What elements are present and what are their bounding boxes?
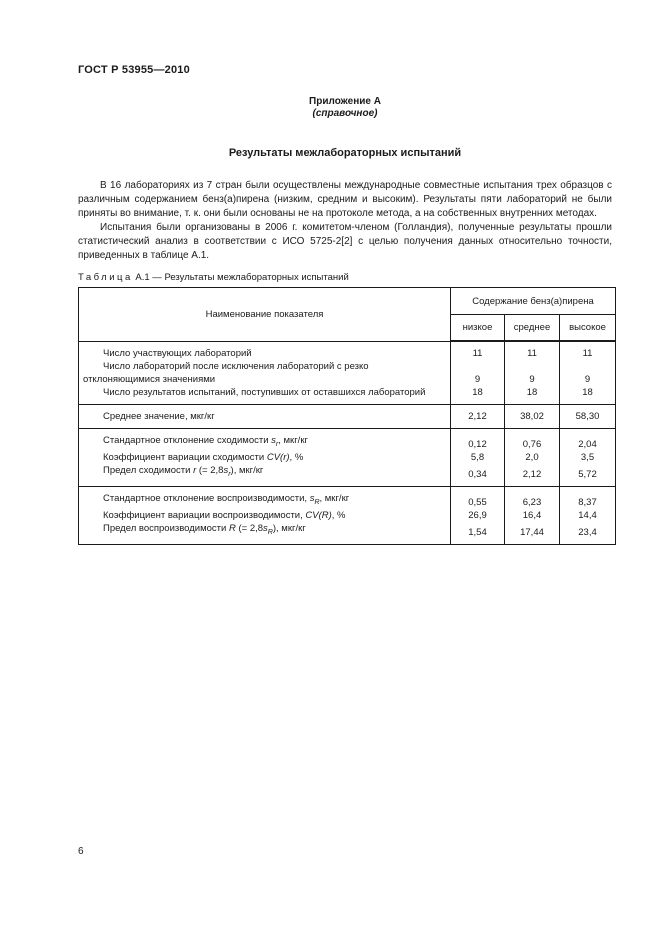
cell-value: 9 bbox=[560, 360, 616, 386]
cell-value: 5,72 bbox=[560, 464, 616, 486]
cell-value: 0,34 bbox=[451, 464, 505, 486]
page-title: Результаты межлабораторных испытаний bbox=[228, 147, 462, 159]
row-label: Число лабораторий после исключения лабораторий с резко отклоняющимися значениями bbox=[79, 360, 451, 386]
cell-value: 2,0 bbox=[505, 451, 560, 464]
cell-value: 2,04 bbox=[560, 429, 616, 451]
table-caption-number: А.1 bbox=[135, 272, 150, 283]
cell-value: 38,02 bbox=[505, 405, 560, 429]
row-label: Предел сходимости r (= $2,8s_r$), мкг/кг bbox=[79, 464, 451, 486]
cell-value: 1,54 bbox=[451, 522, 505, 544]
cell-value: 0,55 bbox=[451, 486, 505, 508]
results-table bbox=[78, 287, 616, 545]
cell-value: 17,44 bbox=[505, 522, 560, 544]
page-number: 6 bbox=[78, 846, 84, 857]
column-header-group: Содержание бенз(а)пирена bbox=[451, 288, 616, 315]
table-row bbox=[79, 509, 616, 522]
cell-value: 9 bbox=[505, 360, 560, 386]
cell-value: 8,37 bbox=[560, 486, 616, 508]
cell-value: 11 bbox=[560, 341, 616, 360]
table-row bbox=[79, 386, 616, 405]
intro-text bbox=[78, 179, 612, 263]
table-caption-dash: — bbox=[152, 272, 162, 283]
cell-value: 2,12 bbox=[451, 405, 505, 429]
cell-value: 18 bbox=[505, 386, 560, 405]
row-label: Стандартное отклонение сходимости $s_r$, мкг/кг bbox=[79, 429, 451, 451]
table-row bbox=[79, 522, 616, 544]
cell-value: 9 bbox=[451, 360, 505, 386]
row-label: Число участвующих лабораторий bbox=[79, 341, 451, 360]
cell-value: 11 bbox=[451, 341, 505, 360]
column-header-name: Наименование показателя bbox=[79, 288, 451, 342]
table-caption-text: Результаты межлабораторных испытаний bbox=[164, 272, 349, 283]
cell-value: 0,76 bbox=[505, 429, 560, 451]
cell-value: 11 bbox=[505, 341, 560, 360]
cell-value: 16,4 bbox=[505, 509, 560, 522]
paragraph-1: В 16 лабораториях из 7 стран были осуществлены международные совместные испытания трех образцов с различным содержанием бенз(а)пирена (низким, средним и высоким). Результаты пяти лабораторий не были приняты во внимание, т. к. они были основаны не на протоколе метода, а на собственных внутренних методах. bbox=[78, 180, 612, 219]
cell-value: 0,12 bbox=[451, 429, 505, 451]
results-table-header bbox=[79, 288, 616, 342]
table-caption-word: Таблица bbox=[78, 272, 133, 283]
table-row bbox=[79, 486, 616, 508]
table-row bbox=[79, 405, 616, 429]
table-row bbox=[79, 429, 616, 451]
section-lab-counts bbox=[79, 341, 616, 405]
table-row bbox=[79, 464, 616, 486]
row-label: Коэффициент вариации сходимости CV(r), % bbox=[79, 451, 451, 464]
row-label: Стандартное отклонение воспроизводимости, $s_R$, мкг/кг bbox=[79, 486, 451, 508]
row-label: Среднее значение, мкг/кг bbox=[79, 405, 451, 429]
cell-value: 18 bbox=[451, 386, 505, 405]
cell-value: 2,12 bbox=[505, 464, 560, 486]
column-header-low: низкое bbox=[451, 315, 505, 342]
cell-value: 3,5 bbox=[560, 451, 616, 464]
cell-value: 5,8 bbox=[451, 451, 505, 464]
section-mean bbox=[79, 405, 616, 429]
cell-value: 26,9 bbox=[451, 509, 505, 522]
section-reproducibility bbox=[79, 486, 616, 544]
table-caption bbox=[78, 272, 612, 283]
page-content bbox=[78, 64, 612, 545]
cell-value: 6,23 bbox=[505, 486, 560, 508]
table-row bbox=[79, 451, 616, 464]
row-label: Число результатов испытаний, поступивших от оставшихся лабораторий bbox=[79, 386, 451, 405]
cell-value: 23,4 bbox=[560, 522, 616, 544]
cell-value: 14,4 bbox=[560, 509, 616, 522]
appendix-note: (справочное) bbox=[312, 108, 378, 119]
cell-value: 58,30 bbox=[560, 405, 616, 429]
standard-number: ГОСТ Р 53955—2010 bbox=[78, 64, 190, 76]
row-label: Коэффициент вариации воспроизводимости, CV(R), % bbox=[79, 509, 451, 522]
section-repeatability bbox=[79, 429, 616, 487]
appendix-label: Приложение А bbox=[309, 96, 381, 107]
row-label: Предел воспроизводимости R (= $2,8s_R$), мкг/кг bbox=[79, 522, 451, 544]
column-header-high: высокое bbox=[560, 315, 616, 342]
cell-value: 18 bbox=[560, 386, 616, 405]
paragraph-2: Испытания были организованы в 2006 г. комитетом-членом (Голландия), полученные результаты прошли статистический анализ в соответствии с ИСО 5725-2[2] с целью получения данных относительно точности, приведенных в таблице А.1. bbox=[78, 222, 612, 261]
column-header-medium: среднее bbox=[505, 315, 560, 342]
table-row bbox=[79, 360, 616, 386]
table-row bbox=[79, 341, 616, 360]
